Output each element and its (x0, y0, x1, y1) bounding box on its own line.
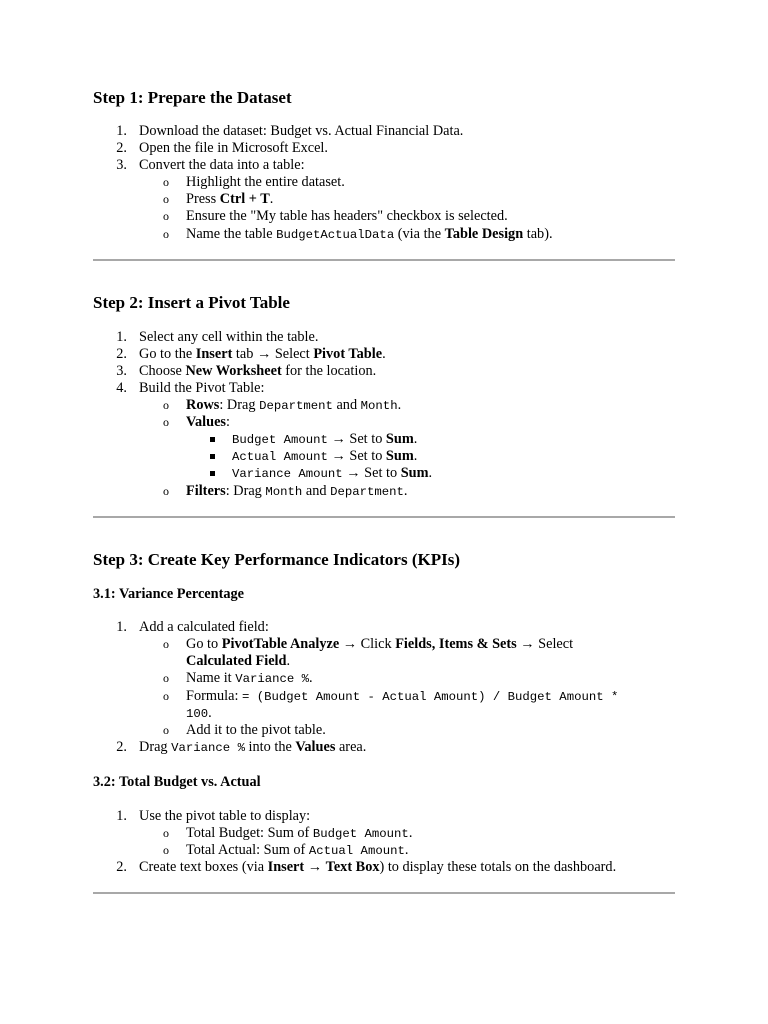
text: . (428, 465, 433, 481)
text: → Select (516, 636, 574, 652)
circle-bullet-icon: o (163, 484, 169, 498)
circle-bullet-icon: o (163, 398, 169, 412)
list-item (139, 859, 616, 876)
list-item: Download the dataset: Budget vs. Actual Financial Data. (139, 123, 464, 139)
list-number: 1. (116, 619, 127, 635)
list-item: Use the pivot table to display: (139, 808, 311, 824)
horizontal-rule (93, 516, 675, 518)
list-number: 1. (116, 808, 127, 824)
text: → Click (339, 636, 396, 652)
text: area. (335, 739, 367, 755)
code-text: Budget Amount (312, 827, 409, 841)
list-number: 2. (116, 346, 127, 362)
circle-bullet-icon: o (163, 826, 169, 840)
text: . (286, 653, 291, 669)
sub-sub-list-item (232, 431, 417, 449)
text: Go to (186, 636, 222, 652)
text: Formula: (186, 688, 242, 704)
sub-sub-list-item (232, 448, 417, 466)
sub-list-item (186, 688, 618, 706)
text: . (413, 431, 418, 447)
text: → Set to (327, 431, 386, 447)
code-text: Department (259, 399, 333, 413)
circle-bullet-icon: o (163, 415, 169, 429)
text: . (403, 483, 408, 499)
code-text: Variance % (171, 741, 245, 755)
list-item (139, 363, 376, 380)
text: → Set to (327, 448, 386, 464)
list-item (139, 739, 366, 757)
text: Drag (139, 739, 172, 755)
list-number: 3. (116, 363, 127, 379)
text: . (208, 705, 212, 721)
sub-sub-list-item (232, 465, 432, 483)
bold-text: Table Design (444, 226, 524, 242)
code-text: 100 (186, 707, 209, 721)
text: tab → Select (232, 346, 314, 362)
sub-list-item: Highlight the entire dataset. (186, 174, 345, 190)
code-text: Budget Amount (232, 433, 328, 447)
text: Total Budget: Sum of (186, 825, 313, 841)
text: . (404, 842, 409, 858)
sub-list-item (186, 397, 401, 415)
text: for the location. (281, 363, 377, 379)
text: Press (186, 191, 220, 207)
code-text: Month (360, 399, 398, 413)
list-number: 4. (116, 380, 127, 396)
square-bullet-icon (210, 454, 215, 459)
text: Name the table (186, 226, 277, 242)
text: (via the (394, 226, 445, 242)
shortcut-text: Ctrl + T (219, 191, 270, 207)
circle-bullet-icon: o (163, 723, 169, 737)
bold-text: Sum (385, 431, 414, 447)
circle-bullet-icon: o (163, 192, 169, 206)
code-text: BudgetActualData (276, 228, 395, 242)
sub-list-item (186, 670, 313, 688)
circle-bullet-icon: o (163, 637, 169, 651)
sub-list-item-continued (186, 705, 212, 723)
step1-heading: Step 1: Prepare the Dataset (93, 88, 292, 107)
bold-text: Values (186, 414, 226, 430)
square-bullet-icon (210, 471, 215, 476)
bold-text: New Worksheet (185, 363, 282, 379)
list-number: 1. (116, 123, 127, 139)
sub-list-item (186, 191, 273, 208)
step3-heading: Step 3: Create Key Performance Indicators (KPIs) (93, 550, 460, 569)
sub-list-item (186, 226, 553, 244)
circle-bullet-icon: o (163, 689, 169, 703)
text: → (304, 859, 326, 875)
bold-text: Insert (195, 346, 233, 362)
sub-heading: 3.1: Variance Percentage (93, 586, 245, 602)
text: . (269, 191, 274, 207)
bold-text: PivotTable Analyze (221, 636, 340, 652)
text: Create text boxes (via (139, 859, 268, 875)
horizontal-rule (93, 259, 675, 261)
sub-list-item (186, 483, 407, 501)
bold-text: Sum (400, 465, 429, 481)
bold-text: Fields, Items & Sets (395, 636, 517, 652)
code-text: Variance % (235, 672, 310, 686)
bold-text: Calculated Field (186, 653, 287, 669)
text: . (413, 448, 418, 464)
text: : Drag (225, 483, 266, 499)
sub-list-item (186, 842, 408, 860)
text: : (226, 414, 230, 430)
text: and (302, 483, 331, 499)
list-number: 2. (116, 140, 127, 156)
list-item: Open the file in Microsoft Excel. (139, 140, 328, 156)
text: Choose (139, 363, 186, 379)
sub-list-item: Add it to the pivot table. (186, 722, 326, 738)
text: : Drag (219, 397, 260, 413)
bold-text: Values (295, 739, 336, 755)
bold-text: Sum (385, 448, 414, 464)
text: . (382, 346, 386, 362)
list-number: 1. (116, 329, 127, 345)
text: into the (244, 739, 296, 755)
text: . (397, 397, 402, 413)
square-bullet-icon (210, 437, 215, 442)
list-item: Convert the data into a table: (139, 157, 305, 173)
horizontal-rule (93, 892, 675, 894)
bold-text: Pivot Table (313, 346, 383, 362)
bold-text: Filters (186, 483, 226, 499)
list-number: 2. (116, 739, 127, 755)
sub-list-item (186, 825, 412, 843)
bold-text: Text Box (325, 859, 380, 875)
code-text: Department (330, 485, 404, 499)
sub-list-item-continued (186, 653, 290, 670)
text: Name it (186, 670, 236, 686)
list-number: 3. (116, 157, 127, 173)
list-item: Build the Pivot Table: (139, 380, 265, 396)
bold-text: Rows (186, 397, 220, 413)
circle-bullet-icon: o (163, 671, 169, 685)
step2-heading: Step 2: Insert a Pivot Table (93, 293, 290, 312)
sub-heading: 3.2: Total Budget vs. Actual (93, 774, 261, 790)
bold-text: Insert (267, 859, 305, 875)
sub-list-item (186, 636, 573, 653)
code-text: Month (265, 485, 303, 499)
circle-bullet-icon: o (163, 227, 169, 241)
circle-bullet-icon: o (163, 209, 169, 223)
text: tab). (523, 226, 553, 242)
text: . (309, 670, 313, 686)
circle-bullet-icon: o (163, 175, 169, 189)
code-text: = (Budget Amount - Actual Amount) / Budget Amount * (242, 690, 619, 704)
list-number: 2. (116, 859, 127, 875)
list-item: Add a calculated field: (139, 619, 269, 635)
code-text: Actual Amount (232, 450, 328, 464)
text: Go to the (139, 346, 196, 362)
code-text: Actual Amount (308, 844, 405, 858)
sub-list-item: Ensure the "My table has headers" checkbox is selected. (186, 208, 508, 224)
code-text: Variance Amount (232, 467, 343, 481)
circle-bullet-icon: o (163, 843, 169, 857)
text: . (408, 825, 413, 841)
list-item: Select any cell within the table. (139, 329, 319, 345)
list-item (139, 346, 386, 363)
sub-list-item (186, 414, 230, 431)
text: → Set to (342, 465, 401, 481)
text: ) to display these totals on the dashboard. (379, 859, 617, 875)
text: Total Actual: Sum of (186, 842, 309, 858)
text: and (332, 397, 361, 413)
